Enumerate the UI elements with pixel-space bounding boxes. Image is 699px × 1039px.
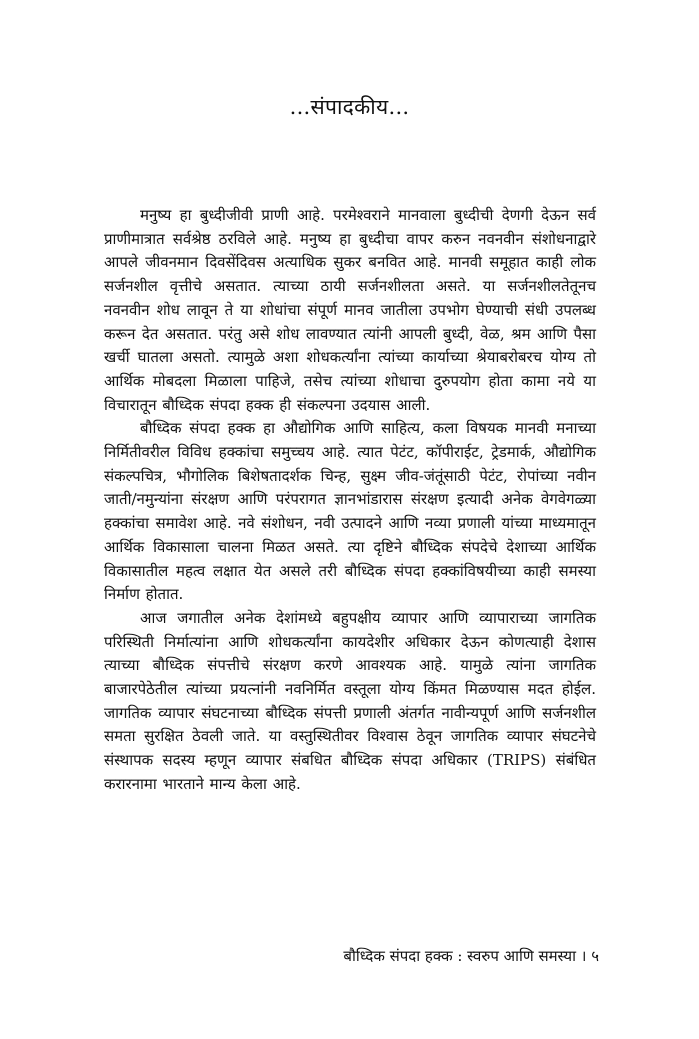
body-text (104, 204, 596, 797)
paragraph-3: आज जगातील अनेक देशांमध्ये बहुपक्षीय व्यापार आणि व्यापाराच्या जागतिक परिस्थिती निर्मात्यांना आणि शोधकर्त्यांना कायदेशीर अधिकार देऊन कोणत्याही देशास त्याच्या बौध्दिक संपत्तीचे संरक्षण करणे आवश्यक आहे. यामुळे त्यांना जागतिक बाजारपेठेतील त्यांच्या प्रयत्नांनी नवनिर्मित वस्तूला योग्य किंमत मिळण्यास मदत होईल. जागतिक व्यापार संघटनाच्या बौध्दिक संपत्ती प्रणाली अंतर्गत नावीन्यपूर्ण आणि सर्जनशील समता सुरक्षित ठेवली जाते. या वस्तुस्थितीवर विश्वास ठेवून जागतिक व्यापार संघटनेचे संस्थापक सदस्य म्हणून व्यापार संबधित बौध्दिक संपदा अधिकार (TRIPS) संबंधित करारनामा भारताने मान्य केला आहे. (104, 608, 596, 793)
page-footer: बौध्दिक संपदा हक्क : स्वरुप आणि समस्या । ५ (343, 947, 599, 965)
page-title: ...संपादकीय... (289, 95, 410, 119)
paragraph-2: बौध्दिक संपदा हक्क हा औद्योगिक आणि साहित्य, कला विषयक मानवी मनाच्या निर्मितीवरील विविध हक्कांचा समुच्चय आहे. त्यात पेटंट, कॉपीराईट, ट्रेडमार्क, औद्योगिक संकल्पचित्र, भौगोलिक बिशेषतादर्शक चिन्ह, सुक्ष्म जीव-जंतूंसाठी पेटंट, रोपांच्या नवीन जाती/नमुन्यांना संरक्षण आणि परंपरागत ज्ञानभांडारास संरक्षण इत्यादी अनेक वेगवेगळ्या हक्कांचा समावेश आहे. नवे संशोधन, नवी उत्पादने आणि नव्या प्रणाली यांच्या माध्यमातून आर्थिक विकासाला चालना मिळत असते. त्या दृष्टिने बौध्दिक संपदेचे देशाच्या आर्थिक विकासातील महत्व लक्षात येत असले तरी बौध्दिक संपदा हक्कांविषयीच्या काही समस्या निर्माण होतात. (104, 419, 596, 604)
paragraph-1: मनुष्य हा बुध्दीजीवी प्राणी आहे. परमेश्वराने मानवाला बुध्दीची देणगी देऊन सर्व प्राणीमात्रात सर्वश्रेष्ठ ठरविले आहे. मनुष्य हा बुध्दीचा वापर करुन नवनवीन संशोधनाद्वारे आपले जीवनमान दिवसेंदिवस अत्याधिक सुकर बनवित आहे. मानवी समूहात काही लोक सर्जनशील वृत्तीचे असतात. त्याच्या ठायी सर्जनशीलता असते. या सर्जनशीलतेतूनच नवनवीन शोध लावून ते या शोधांचा संपूर्ण मानव जातीला उपभोग घेण्याची संधी उपलब्ध करून देत असतात. परंतु असे शोध लावण्यात त्यांनी आपली बुध्दी, वेळ, श्रम आणि पैसा खर्ची घातला असतो. त्यामुळे अशा शोधकर्त्यांना त्यांच्या कार्याच्या श्रेयाबरोबरच योग्य तो आर्थिक मोबदला मिळाला पाहिजे, तसेच त्यांच्या शोधाचा दुरुपयोग होता कामा नये या विचारातून बौध्दिक संपदा हक्क ही संकल्पना उदयास आली. (104, 206, 596, 414)
